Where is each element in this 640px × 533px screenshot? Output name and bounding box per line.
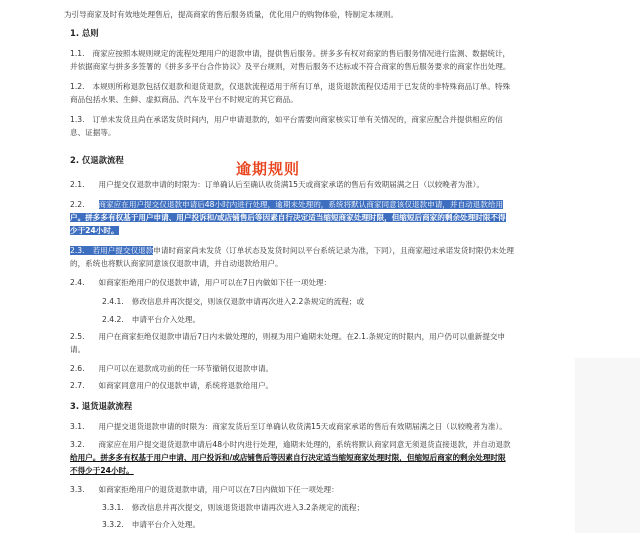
clause-number: 3.3.2. <box>102 520 124 529</box>
clause-text: 申请平台介入处理。 <box>131 315 201 324</box>
clause-1-3 <box>70 113 503 126</box>
clause-text: 如商家同意用户的仅退款申请，系统将退款给用户。 <box>98 381 274 390</box>
clause-2-3 <box>70 244 514 257</box>
clause-text: 如商家拒绝用户的仅退款申请，用户可以在7日内做如下任一项处理： <box>98 278 332 287</box>
section-2-title: 2. 仅退款流程 <box>70 155 124 165</box>
clause-3-3-1 <box>102 501 364 514</box>
clause-text: 用户在商家拒绝仅退款申请后7日内未做处理的，则视为用户逾期未处理。在2.1.条规定的时限内，用户仍可以重新提交申 <box>98 332 506 341</box>
section-1-title: 1. 总则 <box>70 28 99 38</box>
clause-text: 如商家拒绝用户的退货退款申请，用户可以在7日内做如下任一项处理： <box>98 485 339 494</box>
clause-1-3-cont: 息、证据等。 <box>70 128 116 137</box>
clause-number: 2.4.2. <box>102 315 124 324</box>
clause-1-1-cont: 并依据商家与拼多多签署的《拼多多平台合作协议》及平台规则，对售后服务不达标或不符合商家的售后服务要求的商家作出处理。 <box>70 62 511 71</box>
clause-text-highlighted: 少于24小时。 <box>70 226 119 235</box>
page-margin <box>575 358 640 533</box>
clause-2-4-2 <box>102 313 200 326</box>
clause-text: 申请时商家尚未发货（订单状态及发货时间以平台系统记录为准，下同），且商家超过承诺发货时限仍未处理 <box>153 246 514 255</box>
clause-number: 3.1. <box>70 422 85 431</box>
clause-text-highlighted: 商家应在用户提交仅退款申请后48小时内进行处理，逾期未处理的，系统将默认商家同意该仅退款申请，并自动退款给用 <box>98 200 504 209</box>
clause-2-3-cont: 的，系统也将默认商家同意该仅退款申请，并自动退款给用户。 <box>70 259 283 268</box>
clause-number: 2.5. <box>70 332 85 341</box>
clause-text: 用户提交退货退款申请的时限为：商家发货后至订单确认收货满15天或商家承诺的售后有效期届满之日（以较晚者为准）。 <box>98 422 507 431</box>
clause-text-underlined: 给用户。拼多多有权基于用户申请、用户投诉和/或店铺售后等因素自行决定适当缩短商家处理时限，但缩短后商家的剩余处理时限 <box>70 453 506 462</box>
clause-number: 2.1. <box>70 180 85 189</box>
clause-text: 用户提交仅退款申请的时限为：订单确认后至确认收货满15天或商家承诺的售后有效期届满之日（以较晚者为准）。 <box>98 180 485 189</box>
clause-1-2-cont: 商品包括水果、生鲜、虚拟商品、汽车及平台不时规定的其它商品。 <box>70 95 298 104</box>
clause-text: 商家应在用户提交退货退款申请后48小时内进行处理，逾期未处理的，系统将默认商家同意无须退货直接退款，并自动退款 <box>98 440 511 449</box>
clause-3-1 <box>70 420 507 433</box>
clause-2-6 <box>70 362 273 375</box>
clause-number: 3.2. <box>70 440 85 449</box>
clause-number: 1.1. <box>70 49 85 58</box>
clause-text: 修改信息并再次提交，则该退货退款申请再次进入3.2条规定的流程； <box>131 503 365 512</box>
clause-2-4 <box>70 276 331 289</box>
clause-number: 2.6. <box>70 364 85 373</box>
clause-text: 本规则所称退款包括仅退款和退货退款，仅退款流程适用于所有订单，退货退款流程仅适用于已发货的非特殊商品订单。特殊 <box>92 82 511 91</box>
clause-2-2-cont <box>70 211 506 224</box>
clause-3-2-cont <box>70 451 506 464</box>
clause-3-2 <box>70 438 511 451</box>
clause-1-2 <box>70 80 510 93</box>
clause-2-5-cont: 请。 <box>70 345 86 354</box>
clause-number: 2.4. <box>70 278 85 287</box>
clause-1-1 <box>70 47 510 60</box>
clause-2-1 <box>70 178 484 191</box>
clause-text: 修改信息并再次提交，则该仅退款申请再次进入2.2条规定的流程；或 <box>131 297 365 306</box>
clause-number: 2.3. <box>70 246 85 255</box>
clause-text: 商家应按照本规则规定的流程处理用户的退款申请，提供售后服务。拼多多有权对商家的售后服务情况进行监测、数据统计， <box>92 49 511 58</box>
intro-text: 为引导商家及时有效地处理售后，提高商家的售后服务质量，优化用户的购物体验，特制定本规则。 <box>64 10 399 19</box>
clause-number: 1.3. <box>70 115 85 124</box>
clause-text: 用户可以在退款成功前的任一环节撤销仅退款申请。 <box>98 364 274 373</box>
clause-number: 3.3.1. <box>102 503 124 512</box>
clause-3-3-2 <box>102 518 200 531</box>
clause-text-highlighted: 户。拼多多有权基于用户申请、用户投诉和/或店铺售后等因素自行决定适当缩短商家处理时限，但缩短后商家的剩余处理时限不得 <box>70 213 506 222</box>
clause-2-2-cont2 <box>70 224 119 237</box>
clause-text: 订单未发货且尚在承诺发货时间内，用户申请退款的，如平台需要向商家核实订单有关情况的，商家应配合并提供相应的信 <box>92 115 503 124</box>
clause-text-underlined: 不得少于24小时。 <box>70 466 134 475</box>
section-3-title: 3. 退货退款流程 <box>70 401 133 411</box>
clause-3-2-cont2 <box>70 464 134 477</box>
clause-2-4-1 <box>102 295 364 308</box>
clause-number: 1.2. <box>70 82 85 91</box>
clause-3-3 <box>70 483 339 496</box>
clause-number: 2.7. <box>70 381 85 390</box>
clause-2-7 <box>70 379 273 392</box>
clause-number: 2.2. <box>70 200 85 209</box>
clause-number: 3.3. <box>70 485 85 494</box>
clause-text: 申请平台介入处理。 <box>131 520 201 529</box>
clause-2-5 <box>70 330 505 343</box>
clause-number: 2.4.1. <box>102 297 124 306</box>
overdue-rule-annotation: 逾期规则 <box>236 160 301 178</box>
clause-text-highlighted: 若用户提交仅退款 <box>85 246 154 255</box>
clause-2-2 <box>70 198 503 211</box>
